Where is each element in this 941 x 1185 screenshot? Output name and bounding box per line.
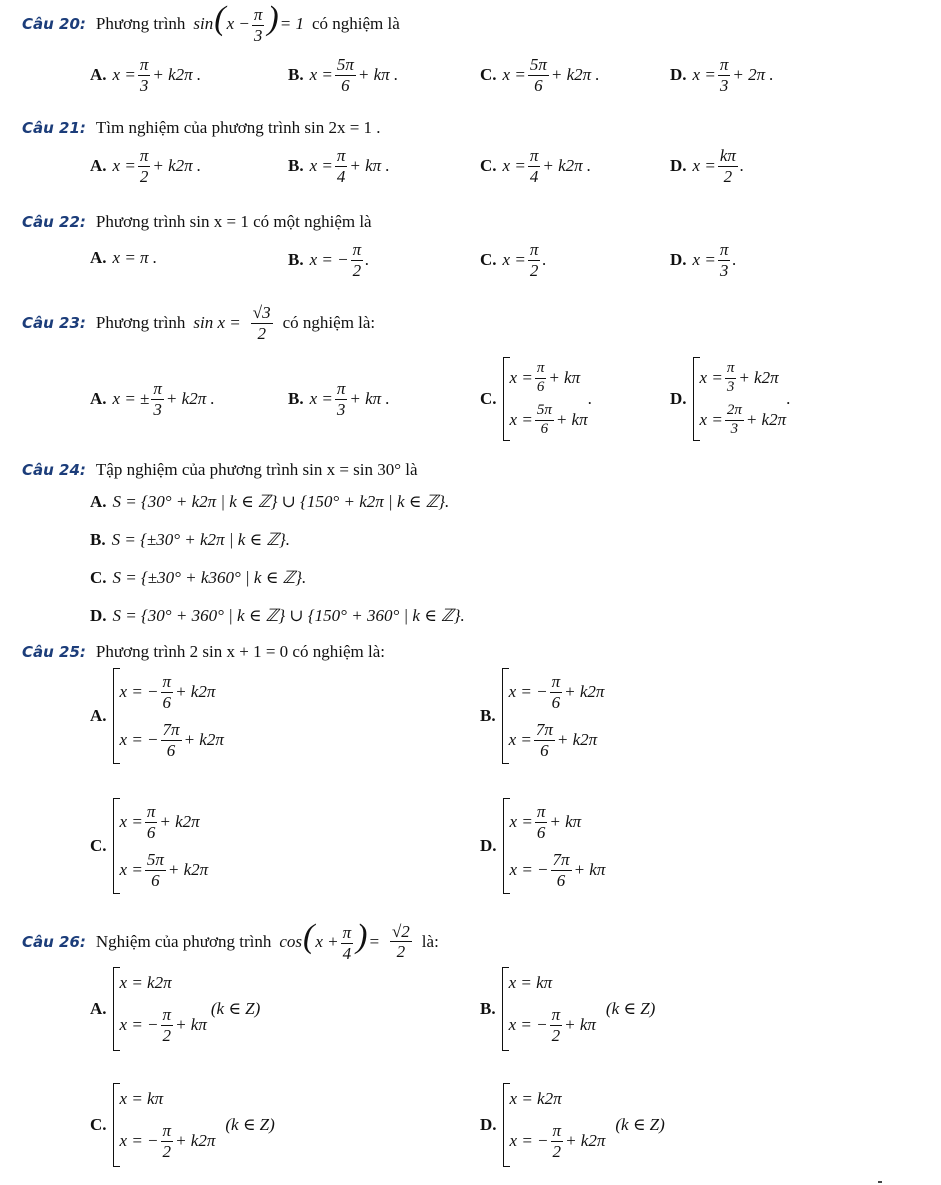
option-b[interactable]: B. x = − $\frac{\pi}{6}$ + k2π x = $\frac{7\pi}{6}$ + k2π [480,668,604,764]
sqrt3-over-2: $\frac{√3}{2}$ [252,303,271,343]
question-stem: Phương trình sin x = 1 có một nghiệm là [95,212,372,231]
option-b[interactable]: B. x = $\frac{5\pi}{6}$ + kπ . [288,55,399,95]
question-20 [22,2,921,115]
option-c[interactable]: C. x = $\frac{\pi}{6}$ + k2π x = $\frac{5\pi}{6}$ + k2π [90,798,208,894]
option-a[interactable]: A. x = − $\frac{\pi}{6}$ + k2π x = − $\frac{7\pi}{6}$ + k2π [90,668,224,764]
question-24 [22,460,921,625]
question-stem-end: là: [421,931,439,951]
option-b[interactable]: B. x = kπ x = − $\frac{\pi}{2}$ + kπ (k ∈ Z) [480,967,655,1051]
option-a[interactable]: A. x = $\frac{\pi}{3}$ + k2π . [90,55,202,95]
equation: sin(x − $\frac{\pi}{3}$ )= 1 [193,0,304,45]
question-label: Câu 21: [22,119,86,137]
question-label: Câu 26: [22,932,86,951]
option-d[interactable]: D. S = {30° + 360° | k ∈ ℤ} ∪ {150° + 360° | k ∈ ℤ}. [90,606,465,625]
option-d[interactable]: D. x = $\frac{\pi}{3}$ . [670,240,737,280]
option-d[interactable]: D. x = $\frac{\pi}{3}$ + k2π x = $\frac{2\pi}{3}$ + k2π . [670,357,790,441]
option-b[interactable]: B. x = − $\frac{\pi}{2}$ . [288,240,370,280]
equation: sin x = [193,313,241,333]
question-26 [22,920,921,1167]
option-c[interactable]: C. x = kπ x = − $\frac{\pi}{2}$ + k2π (k ∈ Z) [90,1083,275,1167]
option-c[interactable]: C. x = $\frac{5\pi}{6}$ + k2π . [480,55,600,95]
option-a[interactable]: A. S = {30° + k2π | k ∈ ℤ} ∪ {150° + k2π | k ∈ ℤ}. [90,492,450,511]
option-a[interactable]: A. x = k2π x = − $\frac{\pi}{2}$ + kπ (k ∈ Z) [90,967,260,1051]
option-d[interactable]: D. x = $\frac{\pi}{3}$ + 2π . [670,55,774,95]
option-c[interactable]: C. x = $\frac{\pi}{6}$ + kπ x = $\frac{5\pi}{6}$ + kπ . [480,357,592,441]
question-21 [22,118,921,206]
question-label: Câu 23: [22,314,86,333]
question-label: Câu 22: [22,213,86,231]
option-a[interactable]: A. x = ± $\frac{\pi}{3}$ + k2π . [90,379,215,419]
question-23 [22,303,921,443]
option-c[interactable]: C. x = $\frac{\pi}{4}$ + k2π . [480,146,592,186]
question-stem: Tìm nghiệm của phương trình sin 2x = 1 . [95,118,381,137]
option-d[interactable]: D. x = $\frac{k\pi}{2}$ . [670,146,745,186]
option-a[interactable]: A. x = $\frac{\pi}{2}$ + k2π . [90,146,202,186]
option-b[interactable]: B. S = {±30° + k2π | k ∈ ℤ}. [90,530,291,549]
question-label: Câu 24: [22,461,86,479]
equation: cos(x + $\frac{\pi}{4}$ )= [279,918,380,963]
question-stem: Tập nghiệm của phương trình sin x = sin 30° là [95,460,418,479]
option-c[interactable]: C. S = {±30° + k360° | k ∈ ℤ}. [90,568,307,587]
question-stem: Phương trình [95,313,186,333]
question-25 [22,642,921,918]
sqrt2-over-2: $\frac{√2}{2}$ [391,921,410,962]
option-b[interactable]: B. x = $\frac{\pi}{4}$ + kπ . [288,146,390,186]
option-d[interactable]: D. x = k2π x = − $\frac{\pi}{2}$ + k2π (k ∈ Z) [480,1083,665,1167]
option-a[interactable]: A. x = π . [90,248,158,267]
question-stem: Nghiệm của phương trình [95,931,272,951]
option-d[interactable]: D. x = $\frac{\pi}{6}$ + kπ x = − $\frac{7\pi}{6}$ + kπ [480,798,605,894]
question-label: Câu 20: [22,14,86,33]
page-edge-mark [878,1181,882,1183]
question-stem-end: có nghiệm là: [282,313,376,333]
question-stem: Phương trình [95,13,186,33]
question-label: Câu 25: [22,643,86,661]
option-c[interactable]: C. x = $\frac{\pi}{2}$ . [480,240,547,280]
question-22 [22,212,921,300]
question-stem-end: có nghiệm là [311,13,400,33]
question-stem: Phương trình 2 sin x + 1 = 0 có nghiệm là: [95,642,385,661]
option-b[interactable]: B. x = $\frac{\pi}{3}$ + kπ . [288,379,390,419]
